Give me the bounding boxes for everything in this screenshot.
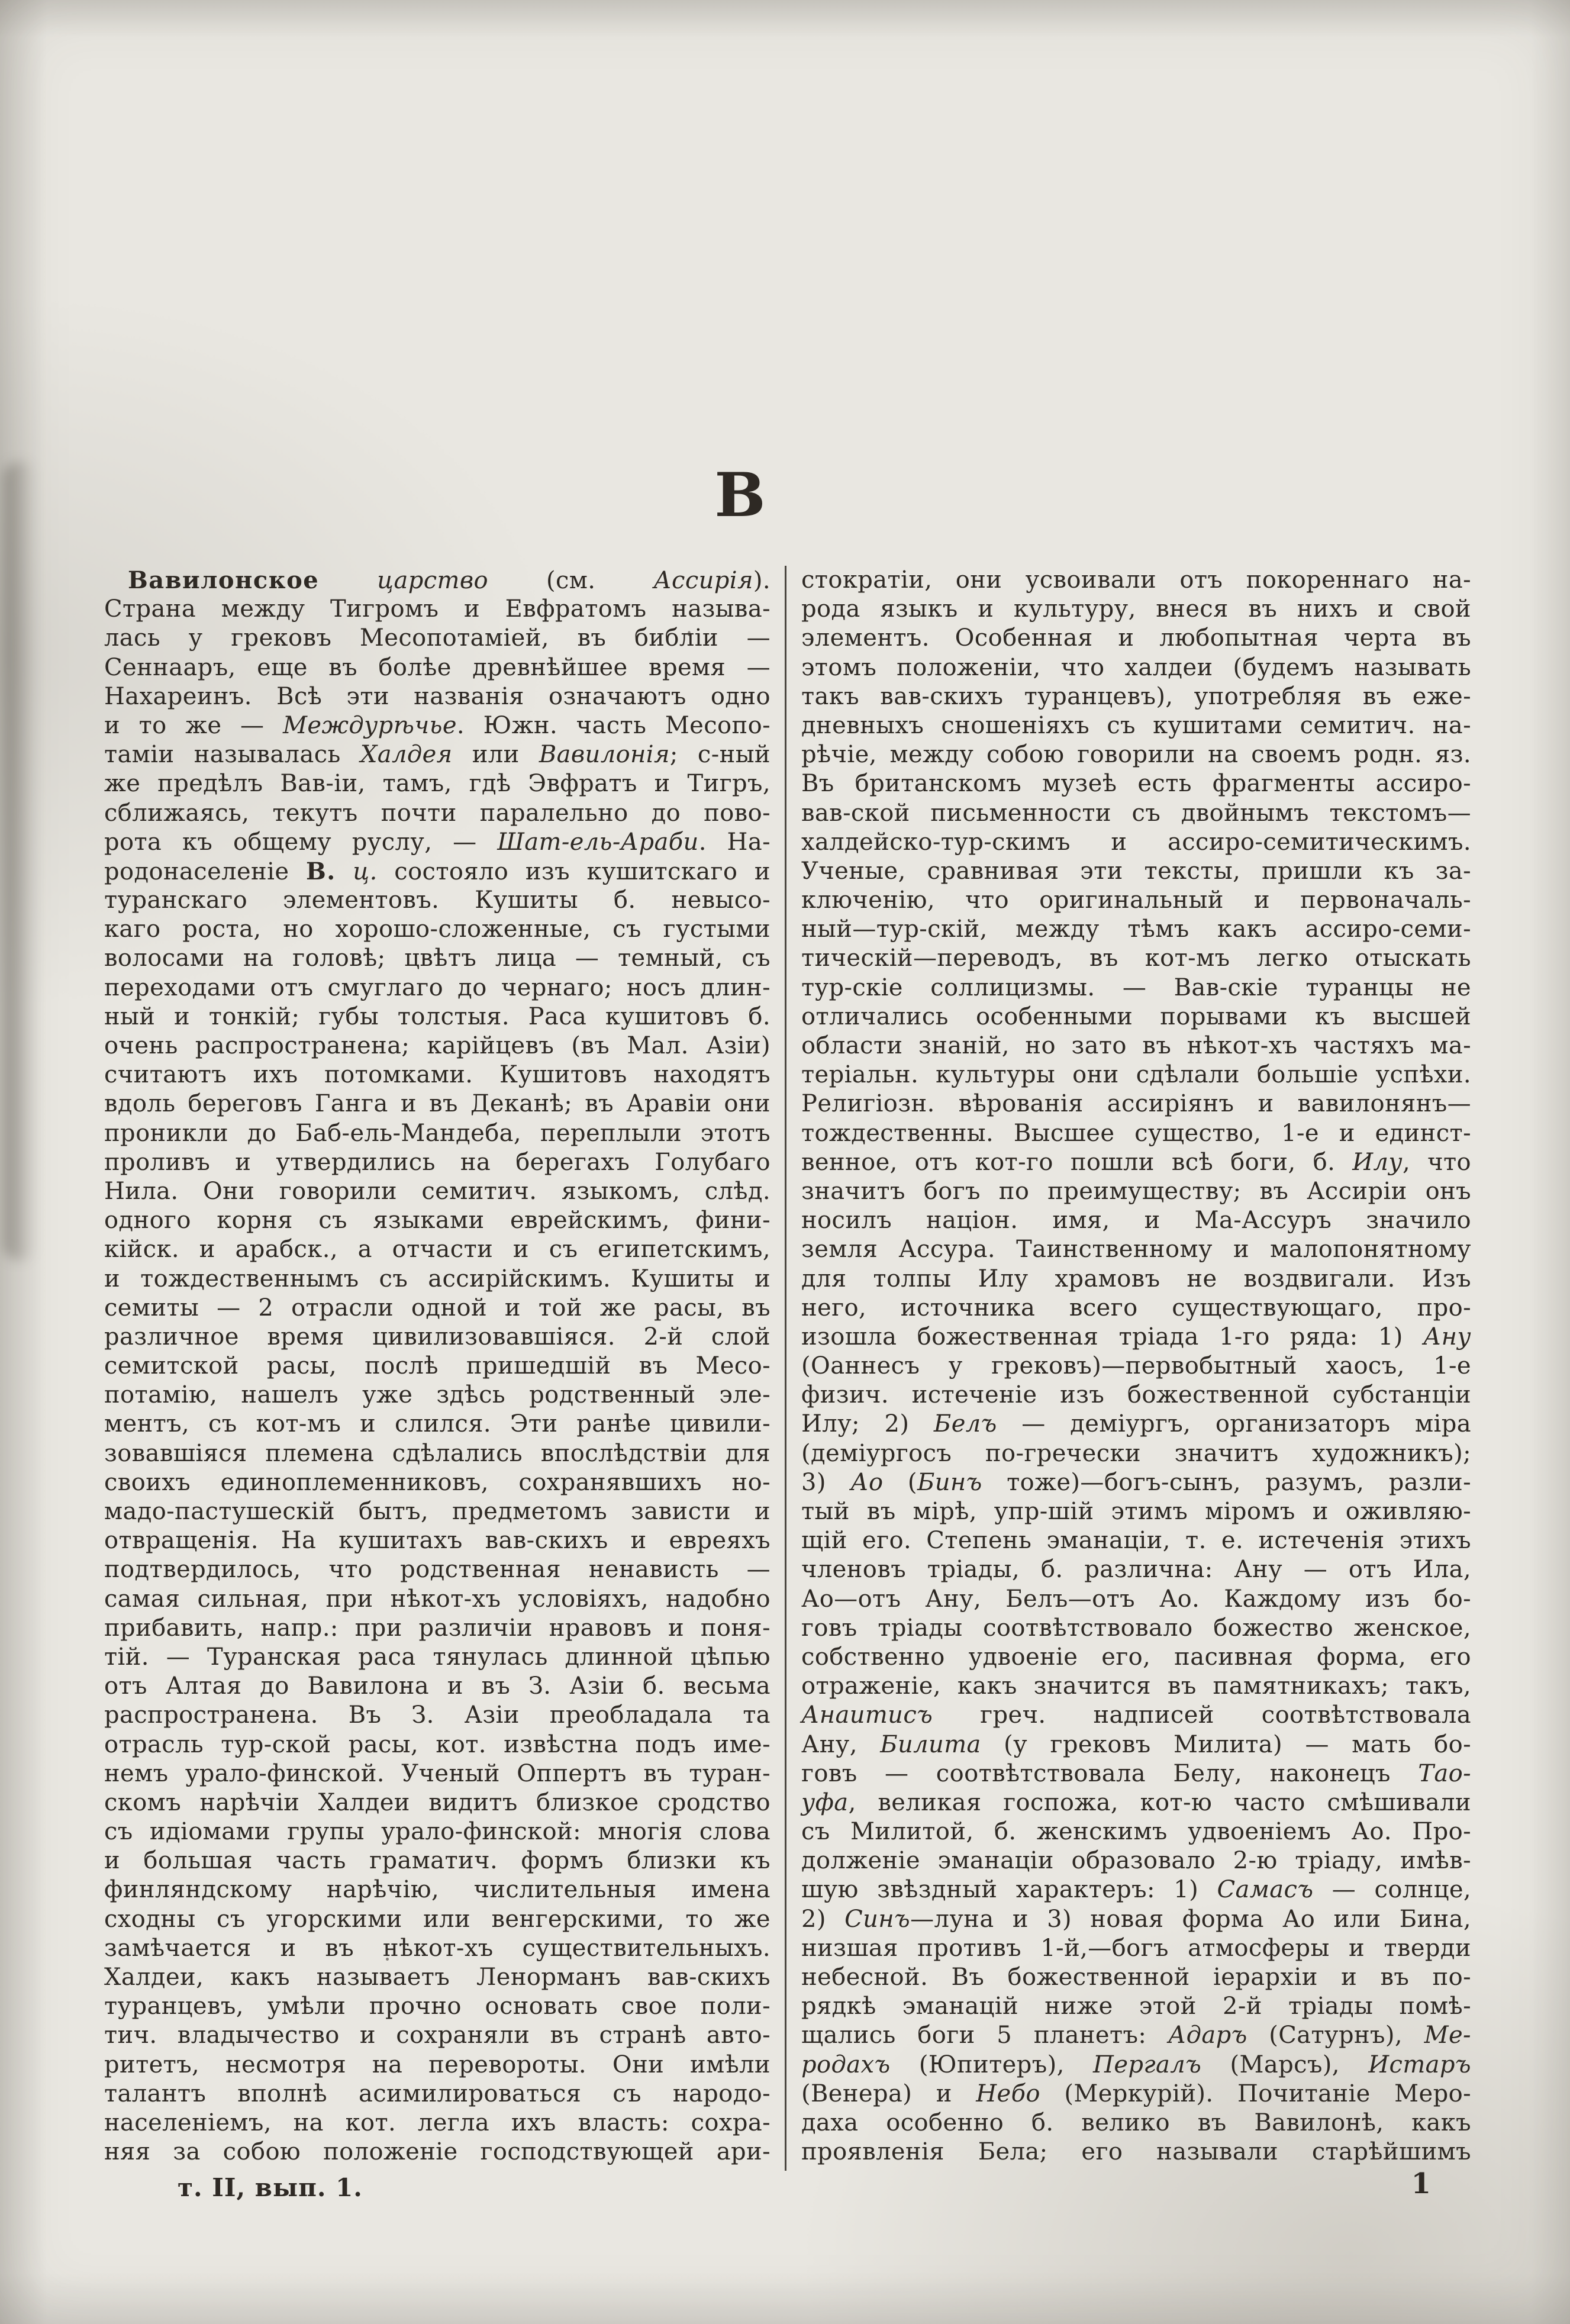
text-line: отвращенія. На кушитахъ вав-скихъ и евреяхъ: [104, 1527, 771, 1555]
text-line: самая сильная, при нѣкот-хъ условіяхъ, надобно: [104, 1585, 771, 1613]
text-line: халдейско-тур-скимъ и ассиро-семитическимъ.: [801, 828, 1471, 856]
text-line: шую звѣздный характеръ: 1) Самасъ — солнце,: [801, 1876, 1471, 1904]
text-line: него, источника всего существующаго, про-: [801, 1294, 1471, 1321]
text-line: туранцевъ, умѣли прочно основать свое поли-: [104, 1993, 771, 2020]
text-line: талантъ вполнѣ асимилироваться съ народо-: [104, 2080, 771, 2107]
text-line: Анаитисъ греч. надписей соотвѣтствовала: [801, 1701, 1471, 1729]
text-line: отрасль тур-ской расы, кот. извѣстна подъ име-: [104, 1730, 771, 1758]
text-line: же предѣлъ Вав-іи, тамъ, гдѣ Эвфратъ и Тигръ,: [104, 770, 771, 798]
text-line: очень распространена; карійцевъ (въ Мал. Азіи): [104, 1032, 771, 1059]
text-line: переходами отъ смуглаго до чернаго; носъ длин-: [104, 974, 771, 1001]
text-line: волосами на головѣ; цвѣтъ лица — темный, съ: [104, 945, 771, 972]
text-line: и то же — Междурѣчье. Южн. часть Месопо-: [104, 711, 771, 739]
text-line: кійск. и арабск., а отчасти и съ египетскимъ,: [104, 1236, 771, 1263]
text-line: дневныхъ сношеніяхъ съ кушитами семитич. на-: [801, 711, 1471, 739]
scan-gutter-shadow: [4, 462, 36, 1261]
text-line: земля Ассура. Таинственному и малопонятному: [801, 1236, 1471, 1263]
text-line: и тождественнымъ съ ассирійскимъ. Кушиты и: [104, 1265, 771, 1292]
text-line: распространена. Въ З. Азіи преобладала та: [104, 1701, 771, 1729]
text-line: для толпы Илу храмовъ не воздвигали. Изъ: [801, 1265, 1471, 1292]
text-line: сближаясь, текутъ почти паралельно до пово-: [104, 799, 771, 827]
text-line: и большая часть граматич. формъ близки къ: [104, 1847, 771, 1875]
text-line: различное время цивилизовавшіяся. 2-й слой: [104, 1323, 771, 1350]
text-line: вдоль береговъ Ганга и въ Деканѣ; въ Аравіи они: [104, 1090, 771, 1118]
text-line: этомъ положеніи, что халдеи (будемъ называть: [801, 653, 1471, 681]
text-line: рота къ общему руслу, — Шат-ель-Араби. На-: [104, 828, 771, 856]
text-line: щались боги 5 планетъ: Адаръ (Сатурнъ), Ме-: [801, 2022, 1471, 2049]
text-line: Сеннааръ, еще въ болѣе древнѣйшее время —: [104, 653, 771, 681]
text-line: тич. владычество и сохраняли въ странѣ авто-: [104, 2022, 771, 2049]
text-line: (Оаннесъ у грековъ)—первобытный хаосъ, 1-е: [801, 1352, 1471, 1380]
text-line: тій. — Туранская раса тянулась длинной цѣпью: [104, 1643, 771, 1671]
text-line: небесной. Въ божественной іерархіи и въ по-: [801, 1964, 1471, 1991]
text-line: рядкѣ эманацій ниже этой 2-й тріады помѣ-: [801, 1993, 1471, 2020]
text-line: рѣчіе, между собою говорили на своемъ родн. яз.: [801, 741, 1471, 769]
text-line: Халдеи, какъ называетъ Ленорманъ вав-скихъ: [104, 1964, 771, 1991]
footer-volume-label: т. II, вып. 1.: [178, 2173, 363, 2202]
text-line: стократіи, они усвоивали отъ покореннаго на-: [801, 566, 1471, 594]
text-line: съ Милитой, б. женскимъ удвоеніемъ Ао. Про-: [801, 1818, 1471, 1846]
text-line: родахъ (Юпитеръ), Пергалъ (Марсъ), Истаръ: [801, 2051, 1471, 2078]
text-line: 2) Синъ—луна и 3) новая форма Ао или Бина,: [801, 1905, 1471, 1933]
text-line: семиты — 2 отрасли одной и той же расы, въ: [104, 1294, 771, 1321]
text-line: населеніемъ, на кот. легла ихъ власть: сохра-: [104, 2109, 771, 2136]
text-line: Страна между Тигромъ и Евфратомъ называ-: [104, 595, 771, 623]
text-line: 3) Ао (Бинъ тоже)—богъ-сынъ, разумъ, разли-: [801, 1468, 1471, 1496]
text-line: считаютъ ихъ потомками. Кушитовъ находятъ: [104, 1061, 771, 1089]
text-line: такъ вав-скихъ туранцевъ), употребляя въ еже-: [801, 682, 1471, 710]
text-line: ный и тонкій; губы толстыя. Раса кушитовъ б.: [104, 1003, 771, 1030]
text-line: тый въ мірѣ, упр-шій этимъ міромъ и оживляю-: [801, 1498, 1471, 1525]
text-line: проливъ и утвердились на берегахъ Голубаго: [104, 1148, 771, 1176]
text-line: (Венера) и Небо (Меркурій). Почитаніе Меро-: [801, 2080, 1471, 2107]
text-line: говъ тріады соотвѣтствовало божество женское,: [801, 1614, 1471, 1642]
text-line: уфа, великая госпожа, кот-ю часто смѣшивали: [801, 1788, 1471, 1816]
section-letter: В: [714, 460, 767, 531]
text-line: физич. истеченіе изъ божественной субстанціи: [801, 1381, 1471, 1409]
text-line: Вавилонское царство (см. Ассирія).: [128, 566, 771, 594]
text-line: семитской расы, послѣ пришедшій въ Месо-: [104, 1352, 771, 1380]
text-line: изошла божественная тріада 1-го ряда: 1) Ану: [801, 1323, 1471, 1350]
text-line: туранскаго элементовъ. Кушиты б. невысо-: [104, 887, 771, 914]
text-line: скомъ нарѣчіи Халдеи видитъ близкое сродство: [104, 1788, 771, 1816]
text-line: тическій—переводъ, въ кот-мъ легко отыскать: [801, 945, 1471, 972]
text-line: потамію, нашелъ уже здѣсь родственный эле-: [104, 1381, 771, 1409]
text-column-right: [801, 566, 1471, 2167]
text-line: низшая противъ 1-й,—богъ атмосферы и тверди: [801, 1934, 1471, 1962]
text-line: зовавшіяся племена сдѣлались впослѣдствіи для: [104, 1439, 771, 1467]
text-line: родонаселеніе В. ц. состояло изъ кушитскаго и: [104, 857, 771, 885]
text-line: подтвердилось, что родственная ненависть —: [104, 1556, 771, 1584]
text-line: Религіозн. вѣрованія ассиріянъ и вавилонянъ—: [801, 1090, 1471, 1118]
text-line: лась у грековъ Месопотаміей, въ библіи —: [104, 624, 771, 652]
text-line: своихъ единоплеменниковъ, сохранявшихъ но-: [104, 1468, 771, 1496]
text-line: отличались особенными порывами къ высшей: [801, 1003, 1471, 1030]
text-line: тур-скіе соллицизмы. — Вав-скіе туранцы не: [801, 974, 1471, 1001]
text-line: одного корня съ языками еврейскимъ, фини-: [104, 1207, 771, 1234]
text-line: съ идіомами групы урало-финской: многія слова: [104, 1818, 771, 1846]
text-line: мадо-пастушескій бытъ, предметомъ зависти и: [104, 1498, 771, 1525]
text-line: рода языкъ и культуру, внеся въ нихъ и свой: [801, 595, 1471, 623]
text-line: няя за собою положеніе господствующей ари-: [104, 2138, 771, 2166]
text-line: (деміургосъ по-гречески значитъ художникъ);: [801, 1439, 1471, 1467]
text-line: Въ британскомъ музеѣ есть фрагменты ассиро-: [801, 770, 1471, 798]
text-line: собственно удвоеніе его, пасивная форма, его: [801, 1643, 1471, 1671]
text-line: прибавить, напр.: при различіи нравовъ и поня-: [104, 1614, 771, 1642]
text-line: значитъ богъ по преимуществу; въ Ассиріи онъ: [801, 1177, 1471, 1205]
text-line: ключенію, что оригинальный и первоначаль-: [801, 887, 1471, 914]
text-line: говъ — соотвѣтствовала Белу, наконецъ Тао-: [801, 1759, 1471, 1787]
text-line: каго роста, но хорошо-сложенные, съ густыми: [104, 916, 771, 943]
text-line: щій его. Степень эманаціи, т. е. истеченія этихъ: [801, 1527, 1471, 1555]
text-line: ный—тур-скій, между тѣмъ какъ ассиро-семи-: [801, 916, 1471, 943]
text-line: тождественны. Высшее существо, 1-е и единст-: [801, 1119, 1471, 1147]
text-line: Нахареинъ. Всѣ эти названія означаютъ одно: [104, 682, 771, 710]
column-divider-rule: [785, 566, 786, 2171]
text-line: отъ Алтая до Вавилона и въ З. Азіи б. весьма: [104, 1672, 771, 1700]
text-column-left: [104, 566, 771, 2167]
text-line: венное, отъ кот-го пошли всѣ боги, б. Илу, что: [801, 1148, 1471, 1176]
text-line: теріальн. культуры они сдѣлали большіе успѣхи.: [801, 1061, 1471, 1089]
text-line: сходны съ угорскими или венгерскими, то же: [104, 1905, 771, 1933]
text-line: проявленія Бела; его называли старѣйшимъ: [801, 2138, 1471, 2166]
text-line: членовъ тріады, б. различна: Ану — отъ Ила,: [801, 1556, 1471, 1584]
text-line: области знаній, но зато въ нѣкот-хъ частяхъ ма-: [801, 1032, 1471, 1059]
text-line: ментъ, съ кот-мъ и слился. Эти ранѣе цивили-: [104, 1410, 771, 1438]
text-line: финляндскому нарѣчію, числительныя имена: [104, 1876, 771, 1904]
text-line: Ану, Билита (у грековъ Милита) — мать бо-: [801, 1730, 1471, 1758]
text-line: Нила. Они говорили семитич. языкомъ, слѣд.: [104, 1177, 771, 1205]
text-line: Ученые, сравнивая эти тексты, пришли къ за-: [801, 857, 1471, 885]
text-line: проникли до Баб-ель-Мандеба, переплыли этотъ: [104, 1119, 771, 1147]
text-line: носилъ націон. имя, и Ма-Ассуръ значило: [801, 1207, 1471, 1234]
text-line: Илу; 2) Белъ — деміургъ, организаторъ міра: [801, 1410, 1471, 1438]
text-line: немъ урало-финской. Ученый Оппертъ въ туран-: [104, 1759, 771, 1787]
text-line: Ао—отъ Ану, Белъ—отъ Ао. Каждому изъ бо-: [801, 1585, 1471, 1613]
text-line: отраженіе, какъ значится въ памятникахъ; такъ,: [801, 1672, 1471, 1700]
text-line: таміи называлась Халдея или Вавилонія; с-ный: [104, 741, 771, 769]
text-line: долженіе эманаціи образовало 2-ю тріаду, имѣв-: [801, 1847, 1471, 1875]
text-line: элементъ. Особенная и любопытная черта въ: [801, 624, 1471, 652]
text-line: замѣчается и въ нѣкот-хъ существительныхъ.: [104, 1934, 771, 1962]
text-line: ритетъ, несмотря на перевороты. Они имѣли: [104, 2051, 771, 2078]
text-line: вав-ской письменности съ двойнымъ текстомъ—: [801, 799, 1471, 827]
page-number: 1: [1411, 2167, 1431, 2200]
text-line: даха особенно б. велико въ Вавилонѣ, какъ: [801, 2109, 1471, 2136]
